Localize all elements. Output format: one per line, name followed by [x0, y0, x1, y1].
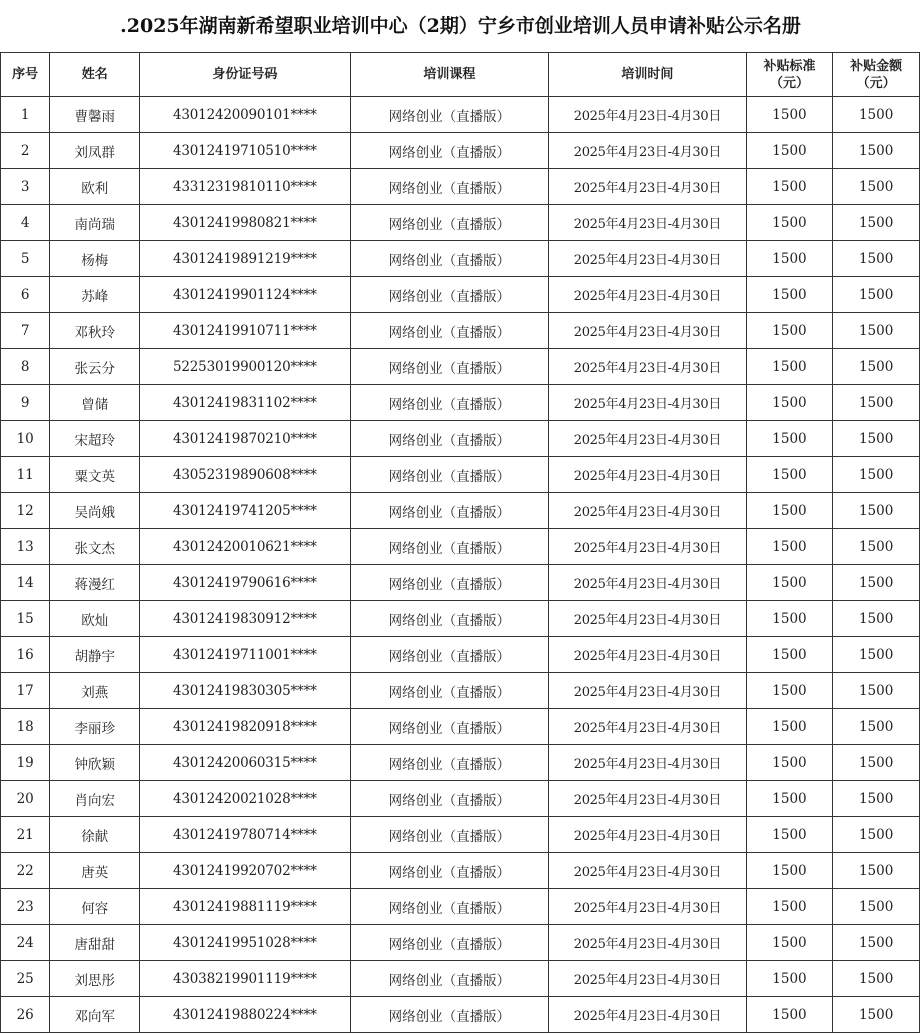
- cell-name: 欧灿: [50, 601, 140, 637]
- cell-subsidy-amount: 1500: [833, 385, 920, 421]
- cell-name: 宋超玲: [50, 421, 140, 457]
- cell-subsidy-standard: 1500: [746, 709, 833, 745]
- cell-seq: 2: [1, 133, 50, 169]
- cell-subsidy-amount: 1500: [833, 241, 920, 277]
- cell-name: 吴尚娥: [50, 493, 140, 529]
- cell-name: 蒋漫红: [50, 565, 140, 601]
- table-row: [1, 421, 920, 457]
- cell-id-number: 43012419880224****: [140, 997, 351, 1033]
- cell-id-number: 43012419901124****: [140, 277, 351, 313]
- cell-subsidy-standard: 1500: [746, 97, 833, 133]
- cell-subsidy-standard: 1500: [746, 889, 833, 925]
- cell-seq: 11: [1, 457, 50, 493]
- cell-name: 刘凤群: [50, 133, 140, 169]
- cell-name: 何容: [50, 889, 140, 925]
- cell-subsidy-amount: 1500: [833, 349, 920, 385]
- cell-subsidy-standard: 1500: [746, 169, 833, 205]
- cell-name: 张文杰: [50, 529, 140, 565]
- cell-subsidy-standard: 1500: [746, 817, 833, 853]
- cell-id-number: 43012419831102****: [140, 385, 351, 421]
- cell-subsidy-standard: 1500: [746, 673, 833, 709]
- cell-seq: 3: [1, 169, 50, 205]
- cell-id-number: 43012420090101****: [140, 97, 351, 133]
- cell-name: 肖向宏: [50, 781, 140, 817]
- table-row: [1, 133, 920, 169]
- cell-id-number: 43012420060315****: [140, 745, 351, 781]
- cell-course: 网络创业（直播版）: [350, 169, 549, 205]
- cell-subsidy-amount: 1500: [833, 493, 920, 529]
- cell-subsidy-standard: 1500: [746, 493, 833, 529]
- header-subsidy-standard: [746, 53, 833, 97]
- cell-course: 网络创业（直播版）: [350, 637, 549, 673]
- cell-seq: 17: [1, 673, 50, 709]
- table-row: [1, 241, 920, 277]
- cell-id-number: 43012419920702****: [140, 853, 351, 889]
- cell-course: 网络创业（直播版）: [350, 781, 549, 817]
- cell-subsidy-standard: 1500: [746, 925, 833, 961]
- cell-subsidy-standard: 1500: [746, 961, 833, 997]
- table-row: [1, 853, 920, 889]
- cell-course: 网络创业（直播版）: [350, 493, 549, 529]
- cell-seq: 4: [1, 205, 50, 241]
- table-row: [1, 385, 920, 421]
- cell-subsidy-amount: 1500: [833, 421, 920, 457]
- cell-id-number: 43012419951028****: [140, 925, 351, 961]
- cell-seq: 9: [1, 385, 50, 421]
- cell-id-number: 43012420010621****: [140, 529, 351, 565]
- cell-name: 杨梅: [50, 241, 140, 277]
- cell-seq: 13: [1, 529, 50, 565]
- cell-subsidy-standard: 1500: [746, 385, 833, 421]
- cell-training-time: 2025年4月23日-4月30日: [549, 349, 747, 385]
- header-subsidy-amount: [833, 53, 920, 97]
- table-header-row: [1, 53, 920, 97]
- table-row: [1, 313, 920, 349]
- cell-subsidy-amount: 1500: [833, 565, 920, 601]
- cell-training-time: 2025年4月23日-4月30日: [549, 385, 747, 421]
- cell-course: 网络创业（直播版）: [350, 457, 549, 493]
- cell-subsidy-standard: 1500: [746, 457, 833, 493]
- cell-seq: 12: [1, 493, 50, 529]
- table-row: [1, 673, 920, 709]
- cell-name: 曹馨雨: [50, 97, 140, 133]
- cell-id-number: 43012419910711****: [140, 313, 351, 349]
- header-id-number: 身份证号码: [140, 53, 351, 97]
- cell-subsidy-standard: 1500: [746, 853, 833, 889]
- cell-id-number: 43012419711001****: [140, 637, 351, 673]
- cell-course: 网络创业（直播版）: [350, 745, 549, 781]
- cell-seq: 7: [1, 313, 50, 349]
- cell-training-time: 2025年4月23日-4月30日: [549, 709, 747, 745]
- cell-subsidy-amount: 1500: [833, 673, 920, 709]
- header-subsidy-standard-line1: 补贴标准: [763, 58, 816, 74]
- cell-subsidy-amount: 1500: [833, 961, 920, 997]
- cell-course: 网络创业（直播版）: [350, 997, 549, 1033]
- cell-course: 网络创业（直播版）: [350, 385, 549, 421]
- cell-course: 网络创业（直播版）: [350, 97, 549, 133]
- cell-name: 张云分: [50, 349, 140, 385]
- table-body: [1, 97, 920, 1033]
- cell-training-time: 2025年4月23日-4月30日: [549, 637, 747, 673]
- cell-training-time: 2025年4月23日-4月30日: [549, 781, 747, 817]
- cell-training-time: 2025年4月23日-4月30日: [549, 205, 747, 241]
- cell-training-time: 2025年4月23日-4月30日: [549, 565, 747, 601]
- cell-name: 邓向军: [50, 997, 140, 1033]
- cell-training-time: 2025年4月23日-4月30日: [549, 313, 747, 349]
- cell-training-time: 2025年4月23日-4月30日: [549, 493, 747, 529]
- cell-course: 网络创业（直播版）: [350, 421, 549, 457]
- cell-name: 徐献: [50, 817, 140, 853]
- cell-seq: 10: [1, 421, 50, 457]
- cell-subsidy-standard: 1500: [746, 529, 833, 565]
- cell-subsidy-amount: 1500: [833, 745, 920, 781]
- cell-course: 网络创业（直播版）: [350, 529, 549, 565]
- subsidy-roster-table: [0, 52, 920, 1033]
- table-row: [1, 745, 920, 781]
- cell-id-number: 43012419870210****: [140, 421, 351, 457]
- cell-training-time: 2025年4月23日-4月30日: [549, 133, 747, 169]
- cell-course: 网络创业（直播版）: [350, 349, 549, 385]
- cell-subsidy-standard: 1500: [746, 205, 833, 241]
- table-row: [1, 781, 920, 817]
- cell-subsidy-amount: 1500: [833, 169, 920, 205]
- document-title: .2025年湖南新希望职业培训中心（2期）宁乡市创业培训人员申请补贴公示名册: [120, 15, 801, 37]
- header-training-time: 培训时间: [549, 53, 747, 97]
- cell-subsidy-amount: 1500: [833, 133, 920, 169]
- cell-course: 网络创业（直播版）: [350, 673, 549, 709]
- cell-course: 网络创业（直播版）: [350, 277, 549, 313]
- cell-subsidy-standard: 1500: [746, 241, 833, 277]
- cell-course: 网络创业（直播版）: [350, 205, 549, 241]
- table-row: [1, 205, 920, 241]
- header-name: 姓名: [50, 53, 140, 97]
- cell-id-number: 43012419980821****: [140, 205, 351, 241]
- cell-course: 网络创业（直播版）: [350, 601, 549, 637]
- cell-name: 南尚瑞: [50, 205, 140, 241]
- cell-seq: 24: [1, 925, 50, 961]
- cell-course: 网络创业（直播版）: [350, 313, 549, 349]
- cell-seq: 25: [1, 961, 50, 997]
- cell-id-number: 43052319890608****: [140, 457, 351, 493]
- cell-name: 苏峰: [50, 277, 140, 313]
- cell-training-time: 2025年4月23日-4月30日: [549, 745, 747, 781]
- cell-subsidy-amount: 1500: [833, 817, 920, 853]
- header-subsidy-amount-line2: （元）: [856, 75, 896, 91]
- cell-subsidy-amount: 1500: [833, 637, 920, 673]
- cell-course: 网络创业（直播版）: [350, 133, 549, 169]
- cell-subsidy-amount: 1500: [833, 457, 920, 493]
- cell-subsidy-standard: 1500: [746, 601, 833, 637]
- table-row: [1, 601, 920, 637]
- cell-course: 网络创业（直播版）: [350, 925, 549, 961]
- header-course: 培训课程: [350, 53, 549, 97]
- cell-seq: 20: [1, 781, 50, 817]
- cell-id-number: 43012420021028****: [140, 781, 351, 817]
- header-subsidy-standard-line2: （元）: [769, 75, 809, 91]
- table-row: [1, 529, 920, 565]
- table-row: [1, 169, 920, 205]
- cell-subsidy-amount: 1500: [833, 853, 920, 889]
- cell-seq: 16: [1, 637, 50, 673]
- cell-subsidy-amount: 1500: [833, 277, 920, 313]
- cell-course: 网络创业（直播版）: [350, 241, 549, 277]
- cell-id-number: 43012419891219****: [140, 241, 351, 277]
- cell-name: 唐英: [50, 853, 140, 889]
- cell-subsidy-standard: 1500: [746, 133, 833, 169]
- cell-subsidy-amount: 1500: [833, 97, 920, 133]
- table-row: [1, 709, 920, 745]
- cell-name: 胡静宇: [50, 637, 140, 673]
- cell-training-time: 2025年4月23日-4月30日: [549, 601, 747, 637]
- cell-training-time: 2025年4月23日-4月30日: [549, 97, 747, 133]
- cell-training-time: 2025年4月23日-4月30日: [549, 421, 747, 457]
- cell-training-time: 2025年4月23日-4月30日: [549, 169, 747, 205]
- cell-seq: 22: [1, 853, 50, 889]
- table-row: [1, 997, 920, 1033]
- cell-course: 网络创业（直播版）: [350, 853, 549, 889]
- cell-training-time: 2025年4月23日-4月30日: [549, 961, 747, 997]
- cell-name: 唐甜甜: [50, 925, 140, 961]
- cell-seq: 21: [1, 817, 50, 853]
- table-row: [1, 97, 920, 133]
- cell-id-number: 43012419780714****: [140, 817, 351, 853]
- table-row: [1, 349, 920, 385]
- cell-seq: 23: [1, 889, 50, 925]
- cell-seq: 14: [1, 565, 50, 601]
- cell-course: 网络创业（直播版）: [350, 889, 549, 925]
- cell-training-time: 2025年4月23日-4月30日: [549, 925, 747, 961]
- cell-course: 网络创业（直播版）: [350, 817, 549, 853]
- cell-subsidy-standard: 1500: [746, 277, 833, 313]
- cell-course: 网络创业（直播版）: [350, 961, 549, 997]
- cell-subsidy-standard: 1500: [746, 313, 833, 349]
- cell-id-number: 43012419820918****: [140, 709, 351, 745]
- table-row: [1, 817, 920, 853]
- cell-name: 粟文英: [50, 457, 140, 493]
- cell-name: 李丽珍: [50, 709, 140, 745]
- cell-name: 钟欣颖: [50, 745, 140, 781]
- cell-id-number: 43012419830305****: [140, 673, 351, 709]
- table-row: [1, 637, 920, 673]
- table-row: [1, 565, 920, 601]
- cell-subsidy-standard: 1500: [746, 349, 833, 385]
- cell-subsidy-amount: 1500: [833, 313, 920, 349]
- table-row: [1, 925, 920, 961]
- cell-subsidy-amount: 1500: [833, 781, 920, 817]
- cell-name: 邓秋玲: [50, 313, 140, 349]
- table-row: [1, 457, 920, 493]
- cell-course: 网络创业（直播版）: [350, 565, 549, 601]
- cell-id-number: 43038219901119****: [140, 961, 351, 997]
- cell-subsidy-amount: 1500: [833, 601, 920, 637]
- cell-subsidy-standard: 1500: [746, 421, 833, 457]
- cell-training-time: 2025年4月23日-4月30日: [549, 997, 747, 1033]
- cell-training-time: 2025年4月23日-4月30日: [549, 241, 747, 277]
- cell-seq: 8: [1, 349, 50, 385]
- cell-id-number: 52253019900120****: [140, 349, 351, 385]
- cell-name: 欧利: [50, 169, 140, 205]
- cell-subsidy-standard: 1500: [746, 781, 833, 817]
- cell-seq: 26: [1, 997, 50, 1033]
- cell-subsidy-amount: 1500: [833, 997, 920, 1033]
- cell-training-time: 2025年4月23日-4月30日: [549, 889, 747, 925]
- header-seq: 序号: [1, 53, 50, 97]
- cell-training-time: 2025年4月23日-4月30日: [549, 277, 747, 313]
- cell-subsidy-amount: 1500: [833, 529, 920, 565]
- table-row: [1, 277, 920, 313]
- cell-seq: 15: [1, 601, 50, 637]
- cell-training-time: 2025年4月23日-4月30日: [549, 673, 747, 709]
- cell-subsidy-standard: 1500: [746, 565, 833, 601]
- cell-course: 网络创业（直播版）: [350, 709, 549, 745]
- cell-name: 刘燕: [50, 673, 140, 709]
- cell-name: 曾储: [50, 385, 140, 421]
- cell-subsidy-standard: 1500: [746, 997, 833, 1033]
- cell-id-number: 43012419830912****: [140, 601, 351, 637]
- header-subsidy-amount-line1: 补贴金额: [850, 58, 903, 74]
- cell-subsidy-standard: 1500: [746, 745, 833, 781]
- cell-seq: 18: [1, 709, 50, 745]
- cell-subsidy-amount: 1500: [833, 205, 920, 241]
- table-row: [1, 889, 920, 925]
- cell-seq: 5: [1, 241, 50, 277]
- cell-id-number: 43012419741205****: [140, 493, 351, 529]
- cell-name: 刘思彤: [50, 961, 140, 997]
- cell-training-time: 2025年4月23日-4月30日: [549, 457, 747, 493]
- cell-subsidy-amount: 1500: [833, 709, 920, 745]
- cell-seq: 1: [1, 97, 50, 133]
- cell-seq: 19: [1, 745, 50, 781]
- cell-seq: 6: [1, 277, 50, 313]
- cell-subsidy-amount: 1500: [833, 925, 920, 961]
- cell-training-time: 2025年4月23日-4月30日: [549, 529, 747, 565]
- cell-subsidy-standard: 1500: [746, 637, 833, 673]
- cell-training-time: 2025年4月23日-4月30日: [549, 853, 747, 889]
- cell-id-number: 43312319810110****: [140, 169, 351, 205]
- table-row: [1, 961, 920, 997]
- cell-id-number: 43012419710510****: [140, 133, 351, 169]
- table-row: [1, 493, 920, 529]
- cell-id-number: 43012419790616****: [140, 565, 351, 601]
- cell-id-number: 43012419881119****: [140, 889, 351, 925]
- cell-subsidy-amount: 1500: [833, 889, 920, 925]
- cell-training-time: 2025年4月23日-4月30日: [549, 817, 747, 853]
